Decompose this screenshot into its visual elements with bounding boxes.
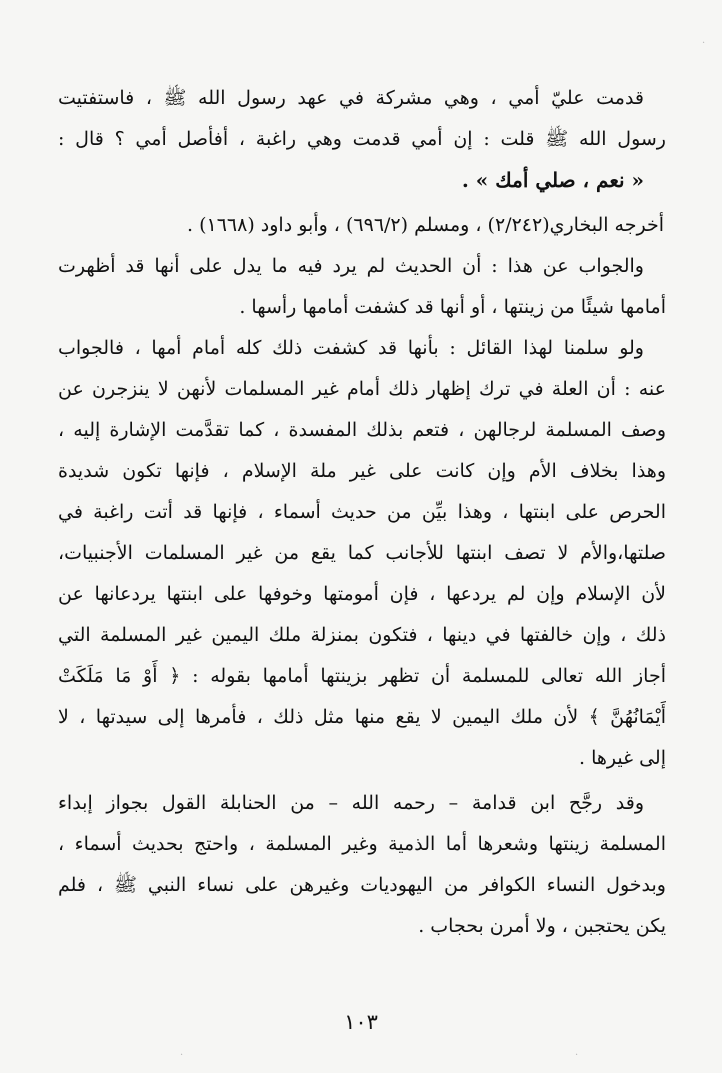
page-body — [58, 78, 666, 947]
text-line: يكن يحتجبن ، ولا أمرن بحجاب . — [418, 915, 666, 937]
text-line: ولو سلمنا لهذا القائل : بأنها قد كشفت ذلك كله أمام أمها ، فالجواب — [58, 337, 644, 359]
text-line: لأن الإسلام وإن لم يردعها ، فإن أمومتها وخوفها على ابنتها يردعانها عن — [58, 583, 666, 605]
scan-speck: · — [702, 38, 706, 49]
text-line: ذلك ، وإن خالفتها في دينها ، فتكون بمنزلة ملك اليمين غير المسلمة التي — [58, 624, 666, 646]
citation-line: أخرجه البخاري(٢/٢٤٢) ، ومسلم (٦٩٦/٢) ، وأبو داود (١٦٦٨) . — [187, 214, 664, 236]
text-line: أمامها شيئًا من زينتها ، أو أنها قد كشفت أمامها رأسها . — [239, 296, 666, 318]
hadith-quote-line: « نعم ، صلي أمك » . — [461, 168, 644, 192]
text-line: قدمت عليّ أمي ، وهي مشركة في عهد رسول الله ﷺ ، فاستفتيت — [58, 87, 644, 109]
text-line: صلتها،والأم لا تصف ابنتها للأجانب كما يقع من غير المسلمات الأجنبيات، — [58, 542, 666, 564]
text-line: المسلمة زينتها وشعرها أما الذمية وغير المسلمة ، واحتج بحديث أسماء ، — [58, 833, 666, 855]
scan-speck: · — [575, 1050, 579, 1061]
text-line: عنه : أن العلة في ترك إظهار ذلك أمام غير المسلمات لأنهن لا ينزجرن عن — [58, 378, 666, 400]
text-line: وقد رجَّح ابن قدامة – رحمه الله – من الحنابلة القول بجواز إبداء — [58, 792, 644, 814]
text-line: إلى غيرها . — [579, 747, 666, 769]
page-number: ١٠٣ — [344, 1010, 378, 1034]
quran-quote-line: أَيْمَانُهُنَّ ﴾ لأن ملك اليمين لا يقع منها مثل ذلك ، فأمرها إلى سيدتها ، لا — [58, 706, 666, 728]
text-line: وصف المسلمة لرجالهن ، فتعم بذلك المفسدة ، كما تقدَّمت الإشارة إليه ، — [58, 419, 666, 441]
text-line: والجواب عن هذا : أن الحديث لم يرد فيه ما يدل على أنها قد أظهرت — [58, 255, 644, 277]
text-line: وهذا بخلاف الأم وإن كانت على غير ملة الإسلام ، فإنها تكون شديدة — [58, 460, 666, 482]
scan-speck: · — [180, 1050, 184, 1061]
text-line: رسول الله ﷺ قلت : إن أمي قدمت وهي راغبة ، أفأصل أمي ؟ قال : — [58, 128, 666, 150]
text-line: وبدخول النساء الكوافر من اليهوديات وغيرهن على نساء النبي ﷺ ، فلم — [58, 874, 666, 896]
text-line: الحرص على ابنتها ، وهذا بيِّن من حديث أسماء ، فإنها قد أتت راغبة في — [58, 501, 666, 523]
quran-quote-line: أجاز الله تعالى للمسلمة أن تظهر بزينتها أمامها بقوله : ﴿ أَوْ مَا مَلَكَتْ — [58, 665, 666, 687]
